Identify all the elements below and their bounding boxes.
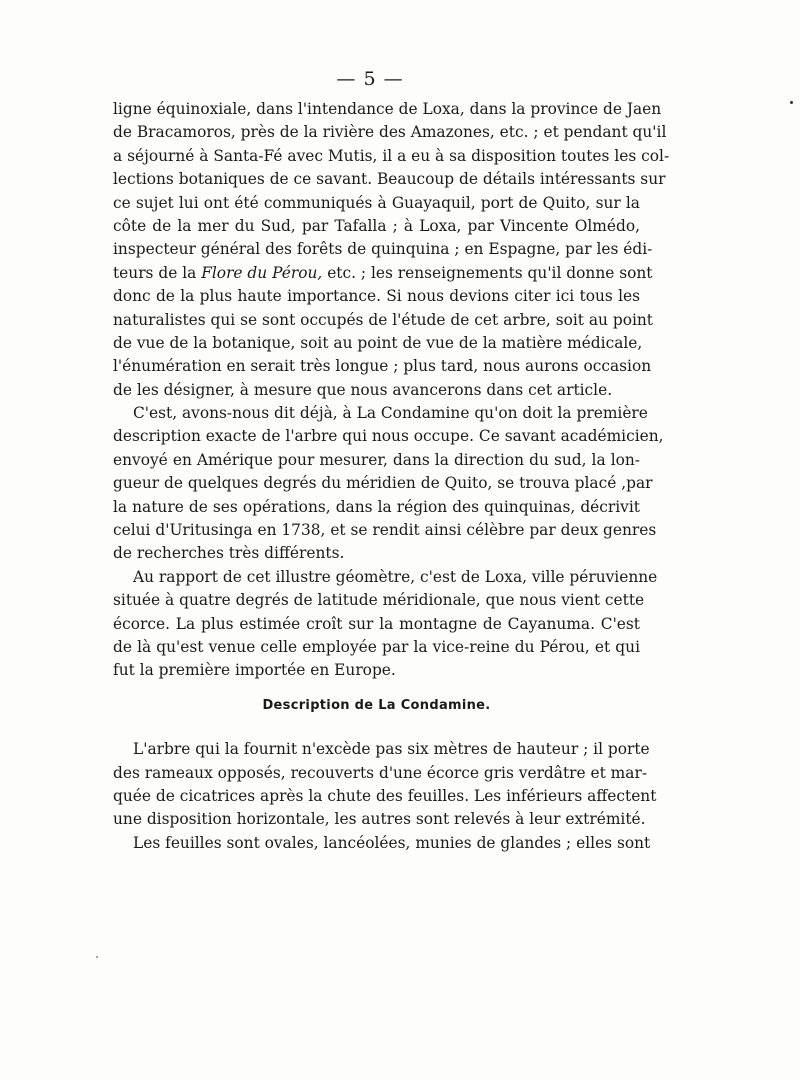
text-line: description exacte de l'arbre qui nous occupe. Ce savant académicien, [113, 427, 664, 446]
text-line: de recherches très différents. [113, 544, 345, 563]
text-line: quée de cicatrices après la chute des feuilles. Les inférieurs affectent [113, 786, 657, 805]
text-line: Les feuilles sont ovales, lancéolées, munies de glandes ; elles sont [133, 833, 651, 852]
text-line: gueur de quelques degrés du méridien de Quito, se trouva placé ,par [113, 474, 653, 493]
text-line: a séjourné à Santa-Fé avec Mutis, il a eu à sa disposition toutes les col- [113, 146, 670, 165]
text-line: fut la première importée en Europe. [113, 661, 396, 680]
text-line: Au rapport de cet illustre géomètre, c'est de Loxa, ville péruvienne [133, 567, 658, 586]
text-line: située à quatre degrés de latitude méridionale, que nous vient cette [113, 591, 645, 610]
text-line: naturalistes qui se sont occupés de l'étude de cet arbre, soit au point [113, 310, 653, 329]
paper-speck [96, 956, 98, 958]
text-line: donc de la plus haute importance. Si nous devions citer ici tous les [113, 287, 640, 306]
text-line: L'arbre qui la fournit n'excède pas six mètres de hauteur ; il porte [133, 740, 650, 759]
text-line: de les désigner, à mesure que nous avancerons dans cet article. [113, 380, 613, 399]
page-number: — 5 — [336, 68, 404, 90]
text-line: de vue de la botanique, soit au point de vue de la matière médicale, [113, 333, 643, 352]
text-line: de Bracamoros, près de la rivière des Amazones, etc. ; et pendant qu'il [113, 123, 667, 142]
text-line: inspecteur général des forêts de quinquina ; en Espagne, par les édi- [113, 240, 653, 259]
italic-title: Flore du Pérou, [201, 263, 323, 282]
text-line: ligne équinoxiale, dans l'intendance de Loxa, dans la province de Jaen [113, 100, 662, 118]
text-line: la nature de ses opérations, dans la région des quinquinas, décrivit [113, 497, 640, 516]
text-line: ce sujet lui ont été communiqués à Guayaquil, port de Quito, sur la [113, 193, 640, 212]
text-line: envoyé en Amérique pour mesurer, dans la direction du sud, la lon- [113, 450, 640, 469]
text-line: celui d'Uritusinga en 1738, et se rendit ainsi célèbre par deux genres [113, 521, 657, 540]
text-line: C'est, avons-nous dit déjà, à La Condamine qu'on doit la première [133, 404, 648, 423]
text-line: des rameaux opposés, recouverts d'une écorce gris verdâtre et mar- [113, 763, 648, 782]
text-line: une disposition horizontale, les autres sont relevés à leur extrémité. [113, 810, 646, 829]
section-heading: Description de La Condamine. [262, 697, 491, 713]
text-line: côte de la mer du Sud, par Tafalla ; à Loxa, par Vincente Olmédo, [113, 216, 640, 235]
text-line: teurs de la Flore du Pérou, etc. ; les renseignements qu'il donne sont [113, 263, 653, 282]
text-line: l'énumération en serait très longue ; plus tard, nous aurons occasion [113, 357, 652, 376]
text-line: de là qu'est venue celle employée par la vice-reine du Pérou, et qui [113, 637, 640, 656]
text-line: lections botaniques de ce savant. Beaucoup de détails intéressants sur [113, 170, 666, 189]
body-text [113, 98, 670, 855]
paper-speck [790, 101, 793, 104]
text-line: écorce. La plus estimée croît sur la montagne de Cayanuma. C'est [113, 614, 640, 633]
